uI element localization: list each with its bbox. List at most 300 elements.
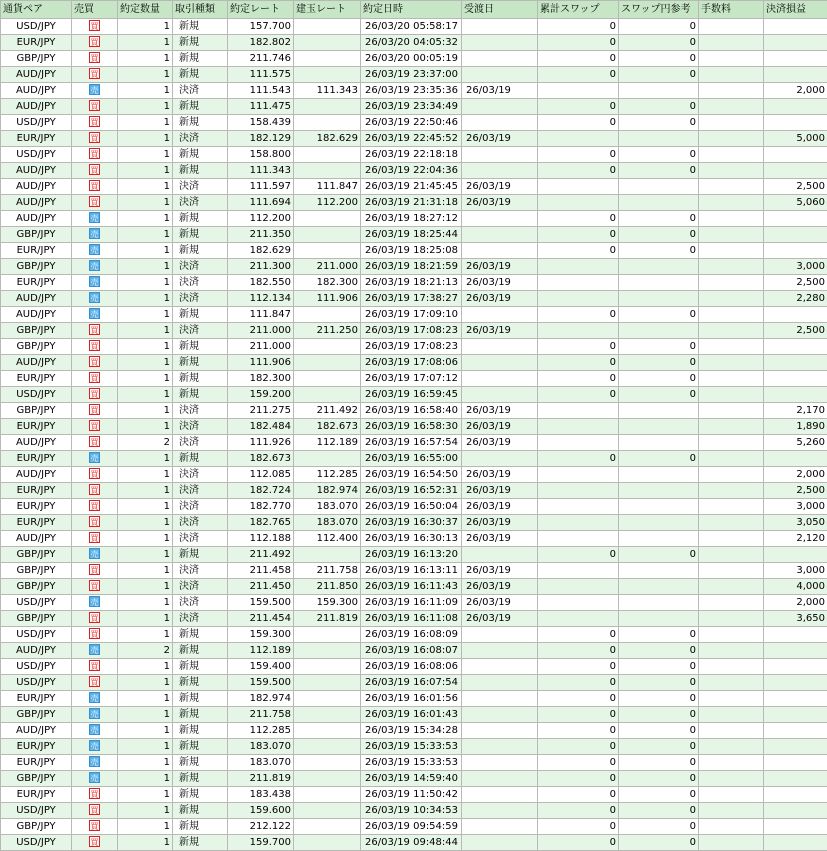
cell-cumulative-swap: [538, 275, 619, 291]
cell-trade-type: 決済: [173, 515, 228, 531]
cell-swap-yen-reference: 0: [619, 787, 699, 803]
cell-side: [72, 435, 118, 451]
cell-execution-datetime: 26/03/19 17:38:27: [361, 291, 462, 307]
cell-swap-yen-reference: [619, 83, 699, 99]
cell-settlement-date: 26/03/19: [462, 531, 538, 547]
table-row[interactable]: [1, 307, 827, 323]
table-row[interactable]: [1, 643, 827, 659]
cell-trade-type: 決済: [173, 467, 228, 483]
cell-cumulative-swap: 0: [538, 675, 619, 691]
cell-fee: [699, 483, 764, 499]
column-header-execution-datetime[interactable]: 約定日時: [361, 1, 462, 19]
cell-open-rate: [294, 307, 361, 323]
cell-side: [72, 595, 118, 611]
cell-execution-datetime: 26/03/19 16:54:50: [361, 467, 462, 483]
cell-realized-pnl: 2,120: [764, 531, 827, 547]
buy-badge: 買: [89, 676, 100, 687]
cell-trade-type: 新規: [173, 547, 228, 563]
cell-open-rate: 112.189: [294, 435, 361, 451]
table-row[interactable]: [1, 387, 827, 403]
table-row[interactable]: [1, 467, 827, 483]
table-row[interactable]: [1, 179, 827, 195]
cell-fee: [699, 627, 764, 643]
buy-badge: 買: [89, 324, 100, 335]
cell-trade-type: 新規: [173, 163, 228, 179]
column-header-side[interactable]: 売買: [72, 1, 118, 19]
cell-settlement-date: [462, 659, 538, 675]
cell-side: [72, 771, 118, 787]
table-row[interactable]: [1, 787, 827, 803]
cell-fee: [699, 451, 764, 467]
cell-cumulative-swap: 0: [538, 307, 619, 323]
cell-cumulative-swap: 0: [538, 19, 619, 35]
cell-execution-rate: 211.300: [228, 259, 294, 275]
table-row[interactable]: [1, 755, 827, 771]
cell-currency-pair: USD/JPY: [1, 627, 72, 643]
buy-badge: 買: [89, 116, 100, 127]
cell-open-rate: 111.847: [294, 179, 361, 195]
cell-execution-datetime: 26/03/19 15:33:53: [361, 739, 462, 755]
table-row[interactable]: [1, 35, 827, 51]
table-row[interactable]: [1, 707, 827, 723]
cell-execution-rate: 111.597: [228, 179, 294, 195]
table-row[interactable]: [1, 19, 827, 35]
column-header-swap-yen-reference[interactable]: スワップ円参考: [619, 1, 699, 19]
cell-currency-pair: USD/JPY: [1, 387, 72, 403]
table-row[interactable]: [1, 67, 827, 83]
cell-quantity: 1: [118, 243, 173, 259]
table-row[interactable]: [1, 579, 827, 595]
cell-fee: [699, 195, 764, 211]
table-row[interactable]: [1, 131, 827, 147]
cell-execution-rate: 211.458: [228, 563, 294, 579]
cell-trade-type: 新規: [173, 787, 228, 803]
cell-swap-yen-reference: 0: [619, 99, 699, 115]
table-row[interactable]: [1, 419, 827, 435]
cell-execution-datetime: 26/03/19 17:09:10: [361, 307, 462, 323]
cell-quantity: 1: [118, 403, 173, 419]
cell-fee: [699, 611, 764, 627]
cell-side: [72, 419, 118, 435]
buy-badge: 買: [89, 420, 100, 431]
cell-settlement-date: [462, 835, 538, 851]
cell-execution-datetime: 26/03/19 14:59:40: [361, 771, 462, 787]
cell-trade-type: 新規: [173, 67, 228, 83]
cell-execution-datetime: 26/03/19 16:08:07: [361, 643, 462, 659]
cell-settlement-date: [462, 771, 538, 787]
cell-open-rate: 211.758: [294, 563, 361, 579]
cell-execution-rate: 111.343: [228, 163, 294, 179]
cell-execution-datetime: 26/03/20 05:58:17: [361, 19, 462, 35]
cell-trade-type: 新規: [173, 723, 228, 739]
cell-currency-pair: AUD/JPY: [1, 211, 72, 227]
cell-execution-datetime: 26/03/19 22:50:46: [361, 115, 462, 131]
table-row[interactable]: [1, 243, 827, 259]
sell-badge: 売: [89, 84, 100, 95]
cell-realized-pnl: [764, 67, 827, 83]
cell-execution-datetime: 26/03/19 16:50:04: [361, 499, 462, 515]
cell-side: [72, 611, 118, 627]
cell-execution-datetime: 26/03/19 16:57:54: [361, 435, 462, 451]
table-row[interactable]: [1, 611, 827, 627]
cell-execution-rate: 211.275: [228, 403, 294, 419]
cell-currency-pair: GBP/JPY: [1, 547, 72, 563]
cell-currency-pair: AUD/JPY: [1, 467, 72, 483]
table-row[interactable]: [1, 723, 827, 739]
column-header-open-rate[interactable]: 建玉レート: [294, 1, 361, 19]
cell-execution-datetime: 26/03/19 16:52:31: [361, 483, 462, 499]
cell-open-rate: 182.974: [294, 483, 361, 499]
cell-open-rate: [294, 115, 361, 131]
cell-trade-type: 新規: [173, 227, 228, 243]
cell-execution-rate: 182.129: [228, 131, 294, 147]
sell-badge: 売: [89, 452, 100, 463]
cell-quantity: 1: [118, 483, 173, 499]
cell-settlement-date: [462, 147, 538, 163]
cell-execution-datetime: 26/03/19 17:08:06: [361, 355, 462, 371]
table-row[interactable]: [1, 483, 827, 499]
cell-currency-pair: AUD/JPY: [1, 291, 72, 307]
buy-badge: 買: [89, 148, 100, 159]
cell-quantity: 1: [118, 227, 173, 243]
cell-currency-pair: GBP/JPY: [1, 771, 72, 787]
cell-fee: [699, 355, 764, 371]
buy-badge: 買: [89, 164, 100, 175]
cell-trade-type: 新規: [173, 387, 228, 403]
cell-realized-pnl: 5,000: [764, 131, 827, 147]
cell-swap-yen-reference: 0: [619, 115, 699, 131]
cell-swap-yen-reference: [619, 595, 699, 611]
buy-badge: 買: [89, 52, 100, 63]
cell-execution-datetime: 26/03/19 10:34:53: [361, 803, 462, 819]
table-row[interactable]: [1, 691, 827, 707]
table-row[interactable]: [1, 435, 827, 451]
cell-settlement-date: [462, 723, 538, 739]
cell-execution-datetime: 26/03/19 21:45:45: [361, 179, 462, 195]
cell-side: [72, 627, 118, 643]
column-header-execution-rate[interactable]: 約定レート: [228, 1, 294, 19]
cell-settlement-date: 26/03/19: [462, 323, 538, 339]
sell-badge: 売: [89, 548, 100, 559]
cell-realized-pnl: 3,000: [764, 563, 827, 579]
cell-swap-yen-reference: [619, 531, 699, 547]
cell-realized-pnl: [764, 723, 827, 739]
column-header-settlement-date[interactable]: 受渡日: [462, 1, 538, 19]
table-row[interactable]: [1, 323, 827, 339]
cell-trade-type: 新規: [173, 835, 228, 851]
cell-side: [72, 195, 118, 211]
cell-execution-datetime: 26/03/19 16:13:20: [361, 547, 462, 563]
cell-execution-rate: 211.450: [228, 579, 294, 595]
cell-settlement-date: [462, 51, 538, 67]
cell-trade-type: 新規: [173, 99, 228, 115]
cell-fee: [699, 547, 764, 563]
cell-fee: [699, 803, 764, 819]
cell-execution-rate: 112.188: [228, 531, 294, 547]
cell-cumulative-swap: 0: [538, 659, 619, 675]
cell-quantity: 1: [118, 611, 173, 627]
table-header-row: [1, 1, 827, 19]
table-row[interactable]: [1, 563, 827, 579]
cell-execution-datetime: 26/03/19 09:54:59: [361, 819, 462, 835]
cell-side: [72, 483, 118, 499]
cell-realized-pnl: 2,500: [764, 275, 827, 291]
cell-trade-type: 新規: [173, 675, 228, 691]
table-row[interactable]: [1, 371, 827, 387]
cell-execution-datetime: 26/03/19 09:48:44: [361, 835, 462, 851]
cell-currency-pair: AUD/JPY: [1, 179, 72, 195]
cell-side: [72, 499, 118, 515]
cell-realized-pnl: [764, 355, 827, 371]
cell-quantity: 1: [118, 499, 173, 515]
cell-side: [72, 819, 118, 835]
cell-fee: [699, 19, 764, 35]
cell-currency-pair: GBP/JPY: [1, 259, 72, 275]
cell-execution-rate: 112.085: [228, 467, 294, 483]
cell-realized-pnl: [764, 835, 827, 851]
table-row[interactable]: [1, 259, 827, 275]
table-row[interactable]: [1, 339, 827, 355]
cell-trade-type: 決済: [173, 195, 228, 211]
cell-cumulative-swap: [538, 499, 619, 515]
cell-settlement-date: [462, 451, 538, 467]
cell-currency-pair: USD/JPY: [1, 595, 72, 611]
table-row[interactable]: [1, 531, 827, 547]
cell-cumulative-swap: 0: [538, 547, 619, 563]
cell-realized-pnl: [764, 35, 827, 51]
column-header-currency-pair[interactable]: 通貨ペア: [1, 1, 72, 19]
cell-execution-rate: 211.492: [228, 547, 294, 563]
cell-swap-yen-reference: [619, 579, 699, 595]
cell-open-rate: [294, 691, 361, 707]
cell-cumulative-swap: 0: [538, 243, 619, 259]
cell-side: [72, 291, 118, 307]
table-row[interactable]: [1, 291, 827, 307]
cell-side: [72, 659, 118, 675]
cell-realized-pnl: 2,280: [764, 291, 827, 307]
cell-cumulative-swap: 0: [538, 51, 619, 67]
cell-open-rate: 111.343: [294, 83, 361, 99]
cell-realized-pnl: [764, 643, 827, 659]
cell-currency-pair: AUD/JPY: [1, 163, 72, 179]
cell-side: [72, 803, 118, 819]
sell-badge: 売: [89, 740, 100, 751]
cell-open-rate: 182.300: [294, 275, 361, 291]
cell-cumulative-swap: [538, 323, 619, 339]
cell-trade-type: 決済: [173, 179, 228, 195]
buy-badge: 買: [89, 68, 100, 79]
cell-fee: [699, 723, 764, 739]
table-row[interactable]: [1, 803, 827, 819]
cell-settlement-date: [462, 643, 538, 659]
cell-execution-datetime: 26/03/19 17:08:23: [361, 339, 462, 355]
cell-quantity: 1: [118, 355, 173, 371]
cell-settlement-date: 26/03/19: [462, 403, 538, 419]
cell-cumulative-swap: 0: [538, 387, 619, 403]
buy-badge: 買: [89, 804, 100, 815]
cell-open-rate: [294, 339, 361, 355]
cell-execution-rate: 211.000: [228, 323, 294, 339]
cell-side: [72, 707, 118, 723]
cell-currency-pair: USD/JPY: [1, 659, 72, 675]
cell-fee: [699, 163, 764, 179]
cell-open-rate: [294, 819, 361, 835]
table-row[interactable]: [1, 99, 827, 115]
cell-realized-pnl: [764, 451, 827, 467]
cell-execution-rate: 212.122: [228, 819, 294, 835]
table-row[interactable]: [1, 195, 827, 211]
cell-cumulative-swap: [538, 195, 619, 211]
buy-badge: 買: [89, 132, 100, 143]
cell-swap-yen-reference: 0: [619, 659, 699, 675]
cell-currency-pair: EUR/JPY: [1, 483, 72, 499]
cell-open-rate: [294, 243, 361, 259]
cell-open-rate: [294, 723, 361, 739]
cell-currency-pair: AUD/JPY: [1, 531, 72, 547]
cell-fee: [699, 787, 764, 803]
cell-quantity: 1: [118, 819, 173, 835]
cell-trade-type: 決済: [173, 611, 228, 627]
cell-fee: [699, 307, 764, 323]
cell-fee: [699, 819, 764, 835]
cell-settlement-date: 26/03/19: [462, 131, 538, 147]
cell-side: [72, 691, 118, 707]
cell-currency-pair: AUD/JPY: [1, 195, 72, 211]
cell-currency-pair: USD/JPY: [1, 835, 72, 851]
cell-execution-rate: 211.000: [228, 339, 294, 355]
cell-swap-yen-reference: 0: [619, 19, 699, 35]
cell-fee: [699, 99, 764, 115]
cell-execution-datetime: 26/03/19 22:45:52: [361, 131, 462, 147]
column-header-fee[interactable]: 手数料: [699, 1, 764, 19]
table-row[interactable]: [1, 627, 827, 643]
cell-side: [72, 643, 118, 659]
table-row[interactable]: [1, 355, 827, 371]
table-row[interactable]: [1, 275, 827, 291]
cell-currency-pair: GBP/JPY: [1, 403, 72, 419]
cell-currency-pair: USD/JPY: [1, 147, 72, 163]
table-row[interactable]: [1, 147, 827, 163]
cell-quantity: 1: [118, 35, 173, 51]
buy-badge: 買: [89, 356, 100, 367]
cell-side: [72, 147, 118, 163]
cell-trade-type: 決済: [173, 531, 228, 547]
cell-side: [72, 467, 118, 483]
column-header-quantity[interactable]: 約定数量: [118, 1, 173, 19]
table-row[interactable]: [1, 547, 827, 563]
cell-realized-pnl: [764, 115, 827, 131]
cell-quantity: 1: [118, 691, 173, 707]
cell-fee: [699, 35, 764, 51]
cell-execution-datetime: 26/03/19 15:33:53: [361, 755, 462, 771]
table-row[interactable]: [1, 739, 827, 755]
buy-badge: 買: [89, 196, 100, 207]
table-row[interactable]: [1, 51, 827, 67]
cell-realized-pnl: [764, 243, 827, 259]
cell-trade-type: 新規: [173, 771, 228, 787]
table-row[interactable]: [1, 595, 827, 611]
cell-trade-type: 新規: [173, 115, 228, 131]
table-row[interactable]: [1, 659, 827, 675]
cell-fee: [699, 579, 764, 595]
cell-realized-pnl: [764, 755, 827, 771]
buy-badge: 買: [89, 468, 100, 479]
cell-execution-datetime: 26/03/19 11:50:42: [361, 787, 462, 803]
table-row[interactable]: [1, 403, 827, 419]
cell-cumulative-swap: [538, 291, 619, 307]
cell-quantity: 1: [118, 707, 173, 723]
sell-badge: 売: [89, 724, 100, 735]
column-header-realized-pnl[interactable]: 決済損益: [764, 1, 827, 19]
cell-cumulative-swap: 0: [538, 227, 619, 243]
cell-swap-yen-reference: [619, 611, 699, 627]
cell-swap-yen-reference: 0: [619, 707, 699, 723]
cell-fee: [699, 835, 764, 851]
cell-open-rate: [294, 67, 361, 83]
table-row[interactable]: [1, 163, 827, 179]
table-row[interactable]: [1, 227, 827, 243]
cell-side: [72, 339, 118, 355]
cell-execution-datetime: 26/03/19 22:18:18: [361, 147, 462, 163]
cell-execution-rate: 182.629: [228, 243, 294, 259]
table-row[interactable]: [1, 515, 827, 531]
table-row[interactable]: [1, 499, 827, 515]
cell-settlement-date: 26/03/19: [462, 259, 538, 275]
table-row[interactable]: [1, 451, 827, 467]
column-header-trade-type[interactable]: 取引種類: [173, 1, 228, 19]
cell-settlement-date: 26/03/19: [462, 179, 538, 195]
sell-badge: 売: [89, 772, 100, 783]
cell-execution-rate: 159.700: [228, 835, 294, 851]
cell-open-rate: 211.000: [294, 259, 361, 275]
cell-swap-yen-reference: [619, 499, 699, 515]
cell-cumulative-swap: 0: [538, 771, 619, 787]
cell-execution-rate: 211.819: [228, 771, 294, 787]
cell-quantity: 1: [118, 83, 173, 99]
cell-trade-type: 新規: [173, 451, 228, 467]
cell-side: [72, 19, 118, 35]
cell-trade-type: 新規: [173, 755, 228, 771]
cell-currency-pair: AUD/JPY: [1, 83, 72, 99]
cell-cumulative-swap: [538, 531, 619, 547]
cell-open-rate: [294, 803, 361, 819]
table-row[interactable]: [1, 83, 827, 99]
cell-cumulative-swap: 0: [538, 803, 619, 819]
table-row[interactable]: [1, 211, 827, 227]
cell-execution-rate: 211.746: [228, 51, 294, 67]
cell-cumulative-swap: 0: [538, 707, 619, 723]
cell-open-rate: 112.200: [294, 195, 361, 211]
buy-badge: 買: [89, 36, 100, 47]
cell-quantity: 1: [118, 803, 173, 819]
cell-settlement-date: [462, 691, 538, 707]
cell-quantity: 1: [118, 211, 173, 227]
table-row[interactable]: [1, 675, 827, 691]
cell-realized-pnl: [764, 547, 827, 563]
table-row[interactable]: [1, 115, 827, 131]
buy-badge: 買: [89, 404, 100, 415]
cell-realized-pnl: 2,500: [764, 179, 827, 195]
cell-open-rate: 112.285: [294, 467, 361, 483]
table-row[interactable]: [1, 835, 827, 851]
table-row[interactable]: [1, 819, 827, 835]
cell-open-rate: 183.070: [294, 499, 361, 515]
sell-badge: 売: [89, 308, 100, 319]
cell-realized-pnl: [764, 787, 827, 803]
cell-cumulative-swap: [538, 611, 619, 627]
table-row[interactable]: [1, 771, 827, 787]
column-header-cumulative-swap[interactable]: 累計スワップ: [538, 1, 619, 19]
